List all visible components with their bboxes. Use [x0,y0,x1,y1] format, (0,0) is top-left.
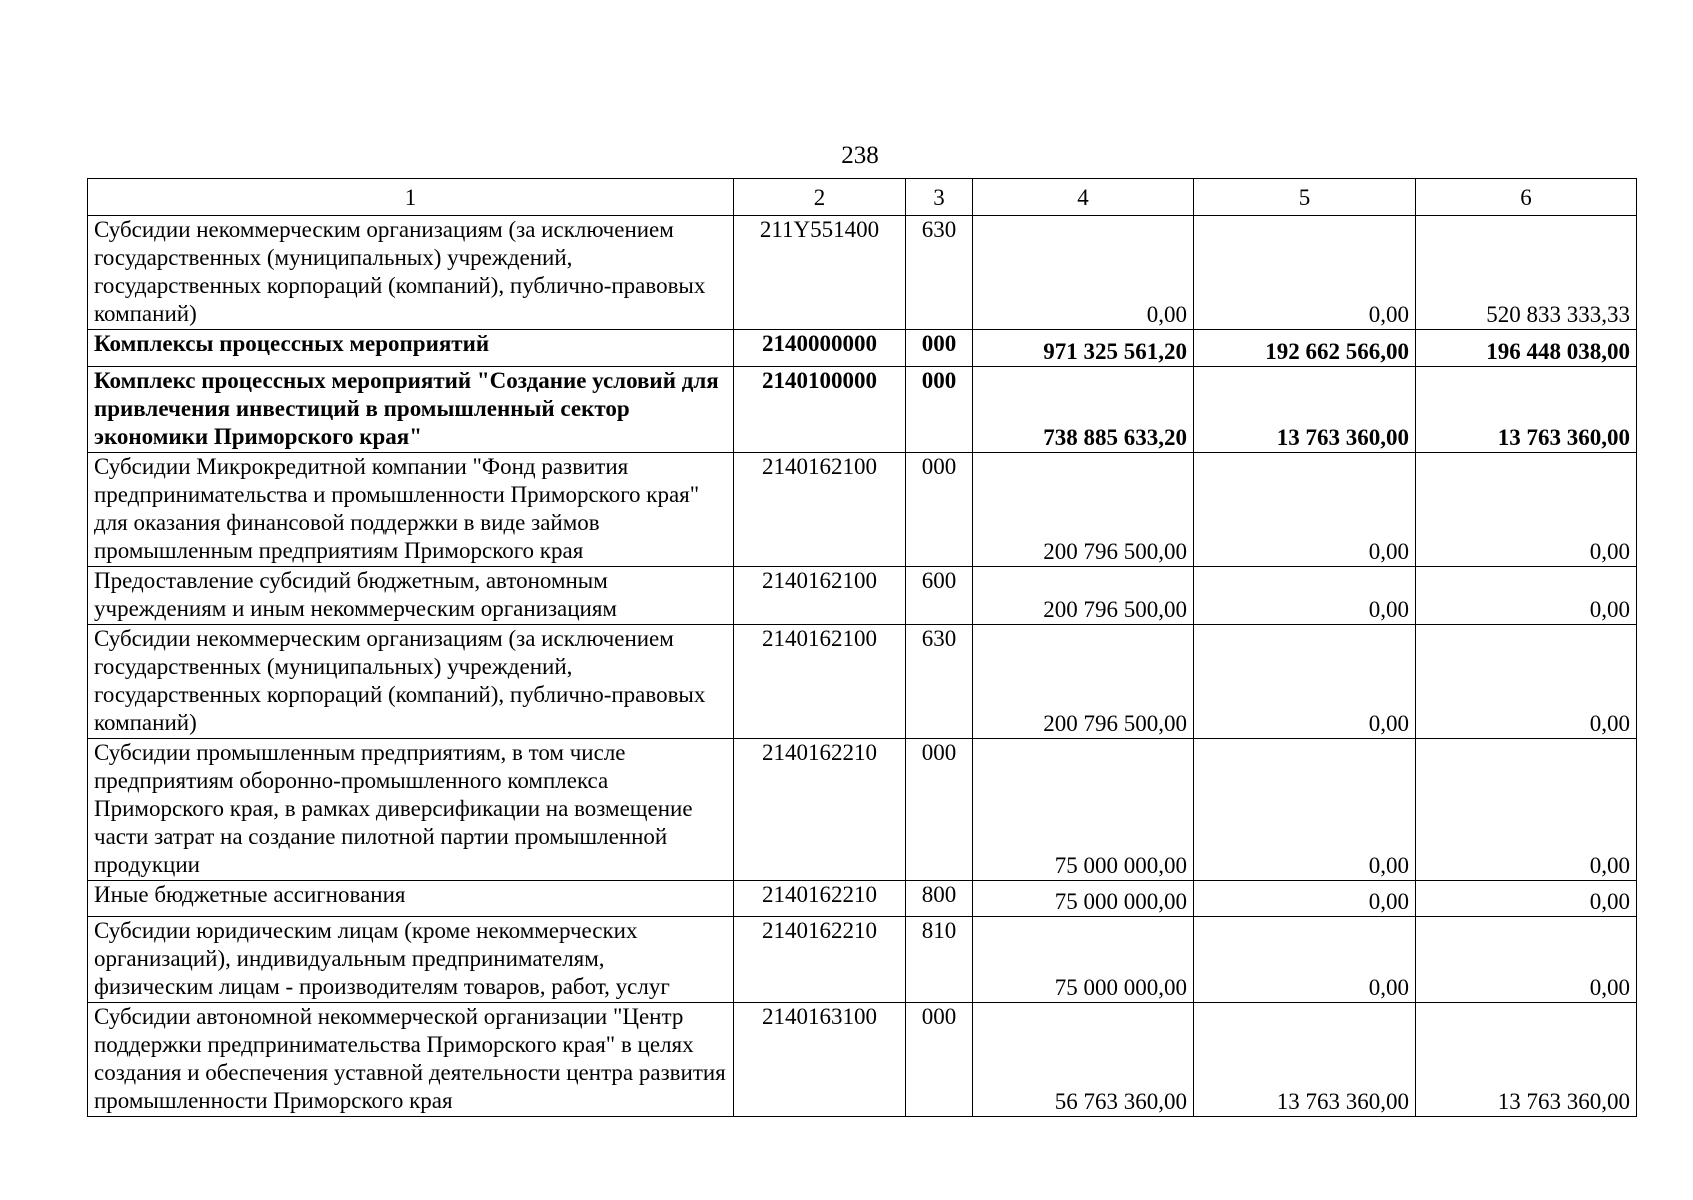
page-number: 238 [841,142,879,169]
row-amount-6: 0,00 [1416,739,1637,881]
row-expense-type: 630 [906,625,973,739]
table-row [88,330,1637,367]
row-amount-4: 0,00 [973,216,1194,330]
row-code: 2140162210 [734,739,906,881]
column-header: 4 [973,179,1194,216]
row-name: Субсидии автономной некоммерческой организации "Центр поддержки предпринимательства Приморского края" в целях создания и обеспечения уставной деятельности центра развития промышленности Приморского края [88,1003,734,1117]
table-row [88,917,1637,1003]
column-header: 2 [734,179,906,216]
row-name: Иные бюджетные ассигнования [88,881,734,917]
row-expense-type: 630 [906,216,973,330]
row-name: Субсидии Микрокредитной компании "Фонд развития предпринимательства и промышленности Приморского края" для оказания финансовой поддержки в виде займов промышленным предприятиям Приморского края [88,453,734,567]
row-code: 2140162210 [734,881,906,917]
row-name: Комплексы процессных мероприятий [88,330,734,367]
row-amount-5: 0,00 [1194,216,1416,330]
row-expense-type: 000 [906,1003,973,1117]
row-amount-5: 0,00 [1194,453,1416,567]
column-header: 5 [1194,179,1416,216]
row-code: 2140163100 [734,1003,906,1117]
table-header-row [88,179,1637,216]
row-name: Субсидии некоммерческим организациям (за исключением государственных (муниципальных) учреждений, государственных корпораций (компаний), публично-правовых компаний) [88,216,734,330]
table-row [88,1003,1637,1117]
table-row [88,567,1637,625]
row-amount-4: 200 796 500,00 [973,567,1194,625]
table-row [88,453,1637,567]
row-name: Субсидии промышленным предприятиям, в том числе предприятиям оборонно-промышленного комплекса Приморского края, в рамках диверсификации на возмещение части затрат на создание пилотной партии промышленной продукции [88,739,734,881]
row-code: 2140162100 [734,625,906,739]
row-expense-type: 000 [906,739,973,881]
row-code: 2140162100 [734,567,906,625]
row-amount-6: 13 763 360,00 [1416,367,1637,453]
row-amount-4: 75 000 000,00 [973,881,1194,917]
column-header: 3 [906,179,973,216]
row-amount-6: 0,00 [1416,917,1637,1003]
column-header: 6 [1416,179,1637,216]
table-row [88,216,1637,330]
budget-table [87,178,1637,1117]
row-amount-5: 13 763 360,00 [1194,367,1416,453]
row-amount-6: 196 448 038,00 [1416,330,1637,367]
table-row [88,881,1637,917]
row-code: 211Y551400 [734,216,906,330]
row-code: 2140100000 [734,367,906,453]
table-row [88,625,1637,739]
row-amount-6: 0,00 [1416,567,1637,625]
row-expense-type: 810 [906,917,973,1003]
row-amount-5: 0,00 [1194,881,1416,917]
row-name: Субсидии некоммерческим организациям (за исключением государственных (муниципальных) учреждений, государственных корпораций (компаний), публично-правовых компаний) [88,625,734,739]
row-amount-6: 13 763 360,00 [1416,1003,1637,1117]
table-row [88,739,1637,881]
table-row [88,367,1637,453]
row-name: Предоставление субсидий бюджетным, автономным учреждениям и иным некоммерческим организациям [88,567,734,625]
row-amount-5: 0,00 [1194,917,1416,1003]
row-amount-4: 738 885 633,20 [973,367,1194,453]
row-amount-5: 192 662 566,00 [1194,330,1416,367]
column-header: 1 [88,179,734,216]
row-amount-6: 0,00 [1416,881,1637,917]
row-amount-5: 0,00 [1194,625,1416,739]
row-amount-6: 0,00 [1416,625,1637,739]
row-expense-type: 000 [906,453,973,567]
row-expense-type: 000 [906,367,973,453]
row-amount-5: 0,00 [1194,567,1416,625]
row-amount-4: 200 796 500,00 [973,625,1194,739]
row-amount-4: 200 796 500,00 [973,453,1194,567]
row-amount-5: 13 763 360,00 [1194,1003,1416,1117]
row-code: 2140162210 [734,917,906,1003]
row-amount-4: 56 763 360,00 [973,1003,1194,1117]
row-name: Субсидии юридическим лицам (кроме некоммерческих организаций), индивидуальным предпринимателям, физическим лицам - производителям товаров, работ, услуг [88,917,734,1003]
row-code: 2140000000 [734,330,906,367]
row-expense-type: 800 [906,881,973,917]
row-amount-6: 520 833 333,33 [1416,216,1637,330]
row-amount-5: 0,00 [1194,739,1416,881]
row-expense-type: 600 [906,567,973,625]
row-code: 2140162100 [734,453,906,567]
row-amount-6: 0,00 [1416,453,1637,567]
row-name: Комплекс процессных мероприятий "Создание условий для привлечения инвестиций в промышленный сектор экономики Приморского края" [88,367,734,453]
row-amount-4: 971 325 561,20 [973,330,1194,367]
row-amount-4: 75 000 000,00 [973,739,1194,881]
row-amount-4: 75 000 000,00 [973,917,1194,1003]
row-expense-type: 000 [906,330,973,367]
